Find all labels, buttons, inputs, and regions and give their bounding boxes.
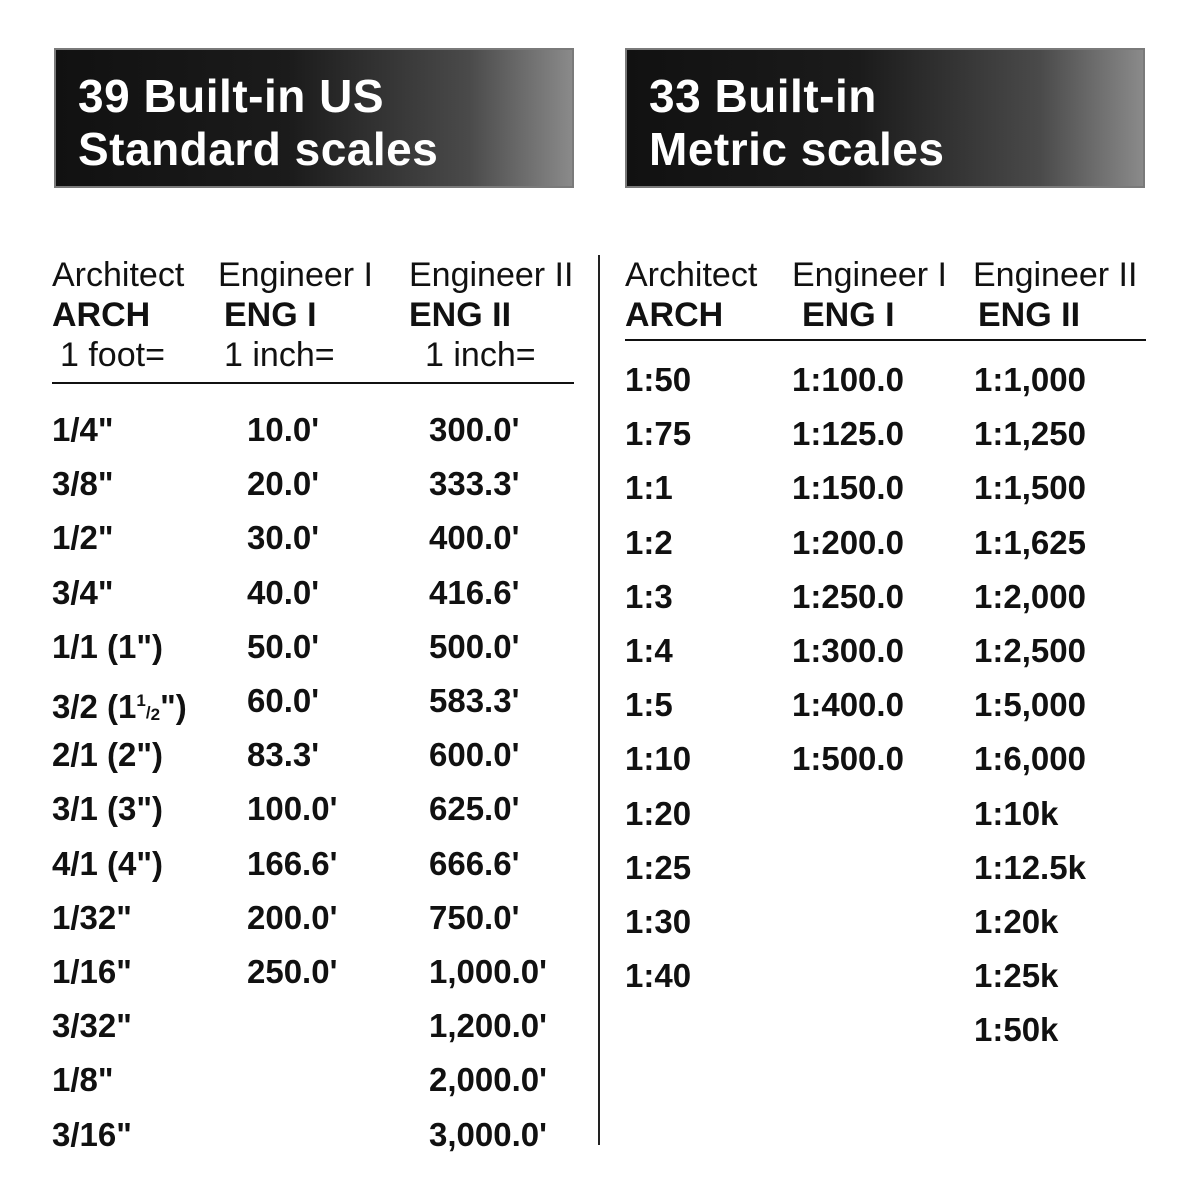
metric-arch-scale: 1:3: [625, 578, 673, 615]
us-eng1-scale: 20.0': [247, 465, 320, 502]
metric-arch-scale: 1:10: [625, 740, 692, 777]
us-eng1-scale: 40.0': [247, 574, 320, 611]
us-arch-scale: 3/16": [52, 1116, 132, 1153]
us-eng1-scale: 60.0': [247, 682, 320, 719]
header-label: Engineer II: [409, 256, 574, 294]
us-eng1-scale: 30.0': [247, 519, 320, 556]
header-label: Engineer I: [218, 256, 373, 294]
metric-header-engineer-2: [973, 255, 1137, 335]
us-scales-banner: [54, 48, 574, 188]
metric-arch-scale: 1:25: [625, 849, 692, 886]
metric-header-architect: [625, 255, 757, 335]
us-eng1-scale: 200.0': [247, 899, 338, 936]
us-eng2-scale: 2,000.0': [429, 1061, 547, 1098]
metric-eng2-scale: 1:5,000: [974, 686, 1086, 723]
us-eng2-scale: 583.3': [429, 682, 520, 719]
metric-eng2-scale: 1:2,500: [974, 632, 1086, 669]
us-header-engineer-2: [409, 255, 573, 375]
column-divider: [598, 255, 600, 1145]
metric-eng2-scale: 1:1,250: [974, 415, 1086, 452]
us-arch-scale: 3/2 $(1^1/_2")$: [52, 688, 187, 725]
metric-scales-banner: [625, 48, 1145, 188]
header-unit: 1 foot=: [60, 336, 165, 374]
us-eng1-scale: 250.0': [247, 953, 338, 990]
metric-arch-scale: 1:40: [625, 957, 692, 994]
metric-eng2-scale: 1:6,000: [974, 740, 1086, 777]
us-eng2-scale: 666.6': [429, 845, 520, 882]
us-eng1-scale: 166.6': [247, 845, 338, 882]
metric-banner-line1: 33 Built-in: [649, 70, 877, 122]
metric-eng1-scale: 1:400.0: [792, 686, 904, 723]
us-arch-scale: 3/1 (3"): [52, 790, 164, 827]
metric-eng1-scale: 1:150.0: [792, 469, 904, 506]
metric-arch-scale: 1:4: [625, 632, 673, 669]
us-eng2-scale: 1,000.0': [429, 953, 547, 990]
metric-eng2-scale: 1:50k: [974, 1011, 1059, 1048]
metric-arch-scale: 1:50: [625, 361, 692, 398]
metric-eng1-scale: 1:300.0: [792, 632, 904, 669]
us-arch-scale: 1/2": [52, 519, 114, 556]
us-eng1-scale: 50.0': [247, 628, 320, 665]
metric-arch-scale: 1:30: [625, 903, 692, 940]
header-abbr: ENG I: [802, 296, 895, 334]
us-eng2-scale: 625.0': [429, 790, 520, 827]
us-eng2-scale: 3,000.0': [429, 1116, 547, 1153]
us-eng2-scale: 300.0': [429, 411, 520, 448]
us-arch-scale: 1/1 (1"): [52, 628, 164, 665]
us-eng2-scale: 750.0': [429, 899, 520, 936]
us-eng2-scale: 1,200.0': [429, 1007, 547, 1044]
header-unit: 1 inch=: [224, 336, 335, 374]
metric-header-engineer-1: [792, 255, 947, 335]
us-eng1-scale: 100.0': [247, 790, 338, 827]
us-arch-scale: 2/1 (2"): [52, 736, 164, 773]
us-header-rule: [52, 382, 574, 384]
header-label: Engineer II: [973, 256, 1138, 294]
metric-arch-scale: 1:2: [625, 524, 673, 561]
header-abbr: ARCH: [52, 296, 151, 334]
metric-eng2-scale: 1:1,000: [974, 361, 1086, 398]
metric-eng2-scale: 1:1,625: [974, 524, 1086, 561]
metric-banner-line2: Metric scales: [649, 123, 945, 175]
us-arch-scale: 1/16": [52, 953, 132, 990]
header-abbr: ENG I: [224, 296, 317, 334]
us-arch-scale: 1/32": [52, 899, 132, 936]
us-arch-scale: 1/8": [52, 1061, 114, 1098]
us-eng1-scale: 83.3': [247, 736, 320, 773]
us-banner-line2: Standard scales: [78, 123, 439, 175]
us-eng2-scale: 400.0': [429, 519, 520, 556]
metric-eng2-scale: 1:12.5k: [974, 849, 1086, 886]
us-arch-scale: 3/4": [52, 574, 114, 611]
metric-eng2-scale: 1:2,000: [974, 578, 1086, 615]
metric-header-rule: [625, 339, 1146, 341]
metric-arch-scale: 1:20: [625, 795, 692, 832]
metric-eng2-scale: 1:10k: [974, 795, 1059, 832]
metric-eng1-scale: 1:500.0: [792, 740, 904, 777]
metric-eng2-scale: 1:25k: [974, 957, 1059, 994]
us-eng2-scale: 416.6': [429, 574, 520, 611]
metric-eng1-scale: 1:200.0: [792, 524, 904, 561]
header-abbr: ARCH: [625, 296, 724, 334]
us-arch-scale: 4/1 (4"): [52, 845, 164, 882]
header-label: Engineer I: [792, 256, 947, 294]
metric-arch-scale: 1:1: [625, 469, 673, 506]
us-eng2-scale: 333.3': [429, 465, 520, 502]
header-label: Architect: [52, 256, 185, 294]
header-abbr: ENG II: [978, 296, 1081, 334]
metric-eng2-scale: 1:20k: [974, 903, 1059, 940]
us-arch-scale: 3/8": [52, 465, 114, 502]
us-banner-line1: 39 Built-in US: [78, 70, 385, 122]
metric-eng2-scale: 1:1,500: [974, 469, 1086, 506]
us-arch-scale: 1/4": [52, 411, 114, 448]
metric-eng1-scale: 1:250.0: [792, 578, 904, 615]
metric-eng1-scale: 1:125.0: [792, 415, 904, 452]
us-header-architect: [52, 255, 184, 375]
us-arch-scale: 3/32": [52, 1007, 132, 1044]
header-abbr: ENG II: [409, 296, 512, 334]
us-eng1-scale: 10.0': [247, 411, 320, 448]
metric-arch-scale: 1:5: [625, 686, 673, 723]
header-unit: 1 inch=: [425, 336, 536, 374]
us-eng2-scale: 600.0': [429, 736, 520, 773]
metric-eng1-scale: 1:100.0: [792, 361, 904, 398]
us-header-engineer-1: [218, 255, 373, 375]
header-label: Architect: [625, 256, 758, 294]
us-eng2-scale: 500.0': [429, 628, 520, 665]
metric-arch-scale: 1:75: [625, 415, 692, 452]
